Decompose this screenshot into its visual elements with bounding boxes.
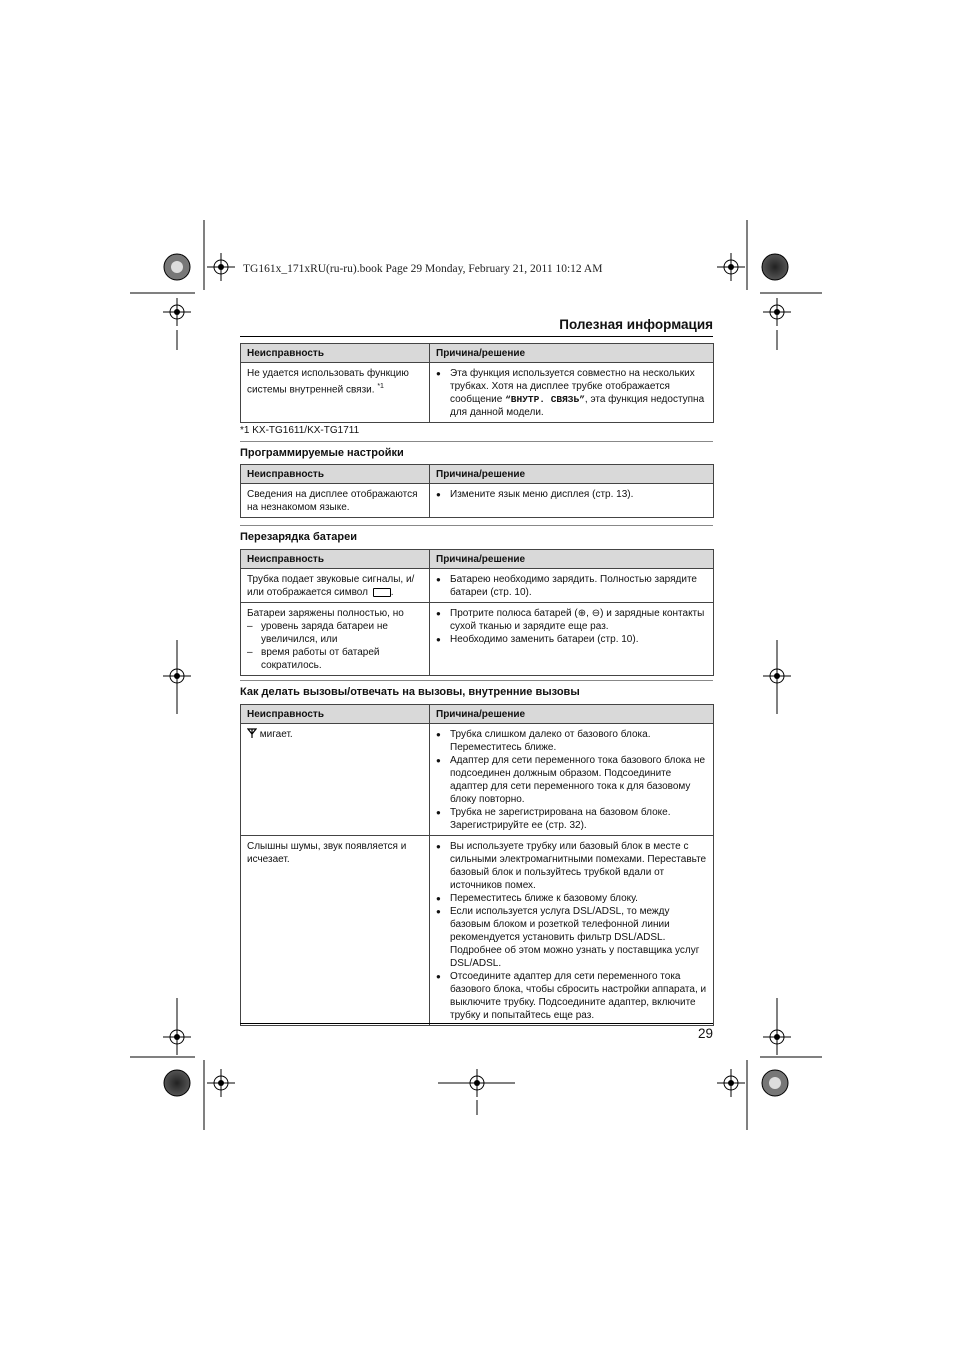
table-header (241, 344, 714, 363)
battery-icon (373, 588, 391, 597)
list-item: ● Если используется услуга DSL/ADSL, то между базовым блоком и розеткой телефонной линии рекомендуется установить фильтр DSL/ADSL. Подробнее об этом можно узнать у поставщика услуг DSL/ADSL. (436, 905, 707, 970)
table-header (241, 705, 714, 724)
list-item: ● Батарею необходимо зарядить. Полностью зарядите батареи (стр. 10). (436, 573, 707, 599)
section-rule (240, 441, 713, 442)
list-item: ● Трубка не зарегистрирована на базовом блоке. Зарегистрируйте ее (стр. 32). (436, 806, 707, 832)
list-item: ● Адаптер для сети переменного тока базового блока не подсоединен должным образом. Подсоедините адаптер для сети переменного тока к для базовому блоку повторно. (436, 754, 707, 806)
problem-cell: Батареи заряжены полностью, но – уровень заряда батареи не увеличился, или – время работы от батарей сократилось. (241, 603, 430, 676)
page-number: 29 (697, 1026, 713, 1041)
cause-cell (430, 484, 714, 518)
cause-cell (430, 603, 714, 676)
cause-cell (430, 724, 714, 836)
section-rule (240, 680, 713, 681)
table-settings (240, 464, 714, 518)
section-title-settings: Программируемые настройки (240, 447, 404, 459)
list-item: ● Протрите полюса батарей (⊕, ⊖) и зарядные контакты сухой тканью и зарядите еще раз. (436, 607, 707, 633)
col-cause-header: Причина/решение (430, 705, 714, 724)
minus-terminal-icon: ⊖ (591, 608, 601, 619)
table-header (241, 550, 714, 569)
page-title: Полезная информация (559, 317, 713, 332)
footnote: *1 KX-TG1611/KX-TG1711 (240, 425, 360, 436)
cause-cell (430, 363, 714, 423)
problem-cell: Сведения на дисплее отображаются на незнакомом языке. (241, 484, 430, 518)
table-calls (240, 704, 714, 1026)
col-problem-header: Неисправность (241, 344, 430, 363)
table-row (241, 724, 714, 836)
table-row (241, 603, 714, 676)
list-item: ● Трубка слишком далеко от базового блока. Переместитесь ближе. (436, 728, 707, 754)
table-row (241, 484, 714, 518)
problem-cell: Трубка подает звуковые сигналы, и/или отображается символ . (241, 569, 430, 603)
col-problem-header: Неисправность (241, 550, 430, 569)
cause-cell (430, 836, 714, 1026)
table-row (241, 569, 714, 603)
table-row (241, 363, 714, 423)
section-title-battery: Перезарядка батареи (240, 531, 357, 543)
list-item: ● Отсоедините адаптер для сети переменного тока базового блока, чтобы сбросить настройки аппарата, и выключите трубку. Подсоедините адаптер, включите трубку и попытайтесь еще раз. (436, 970, 707, 1022)
header-rule (240, 336, 713, 337)
col-cause-header: Причина/решение (430, 550, 714, 569)
list-item: ● Вы используете трубку или базовый блок в месте с сильными электромагнитными помехами. Переставьте базовый блок и пользуйтесь трубкой вдали от источников помех. (436, 840, 707, 892)
col-problem-header: Неисправность (241, 465, 430, 484)
print-header: TG161x_171xRU(ru-ru).book Page 29 Monday, February 21, 2011 10:12 AM (243, 263, 603, 275)
list-item: ● Переместитесь ближе к базовому блоку. (436, 892, 707, 905)
list-item: – время работы от батарей сократилось. (247, 646, 423, 672)
list-item: ● Измените язык меню дисплея (стр. 13). (436, 488, 707, 501)
col-cause-header: Причина/решение (430, 465, 714, 484)
footer-rule (240, 1023, 713, 1024)
problem-cell: Слышны шумы, звук появляется и исчезает. (241, 836, 430, 1026)
section-rule (240, 525, 713, 526)
table-header (241, 465, 714, 484)
section-title-calls: Как делать вызовы/отвечать на вызовы, внутренние вызовы (240, 686, 580, 698)
table-row (241, 836, 714, 1026)
cause-cell (430, 569, 714, 603)
table-battery (240, 549, 714, 676)
problem-cell: Не удается использовать функцию системы внутренней связи. $^{*1}$ (241, 363, 430, 423)
plus-terminal-icon: ⊕ (577, 608, 587, 619)
col-cause-header: Причина/решение (430, 344, 714, 363)
antenna-icon (247, 728, 257, 738)
problem-cell: мигает. (241, 724, 430, 836)
list-item: – уровень заряда батареи не увеличился, или (247, 620, 423, 646)
list-item: ● Эта функция используется совместно на нескольких трубках. Хотя на дисплее трубке отображается сообщение “ВНУТР. СВЯЗЬ”, эта функция недоступна для данной модели. (436, 367, 707, 419)
table-intercom (240, 343, 714, 423)
col-problem-header: Неисправность (241, 705, 430, 724)
list-item: ● Необходимо заменить батареи (стр. 10). (436, 633, 707, 646)
